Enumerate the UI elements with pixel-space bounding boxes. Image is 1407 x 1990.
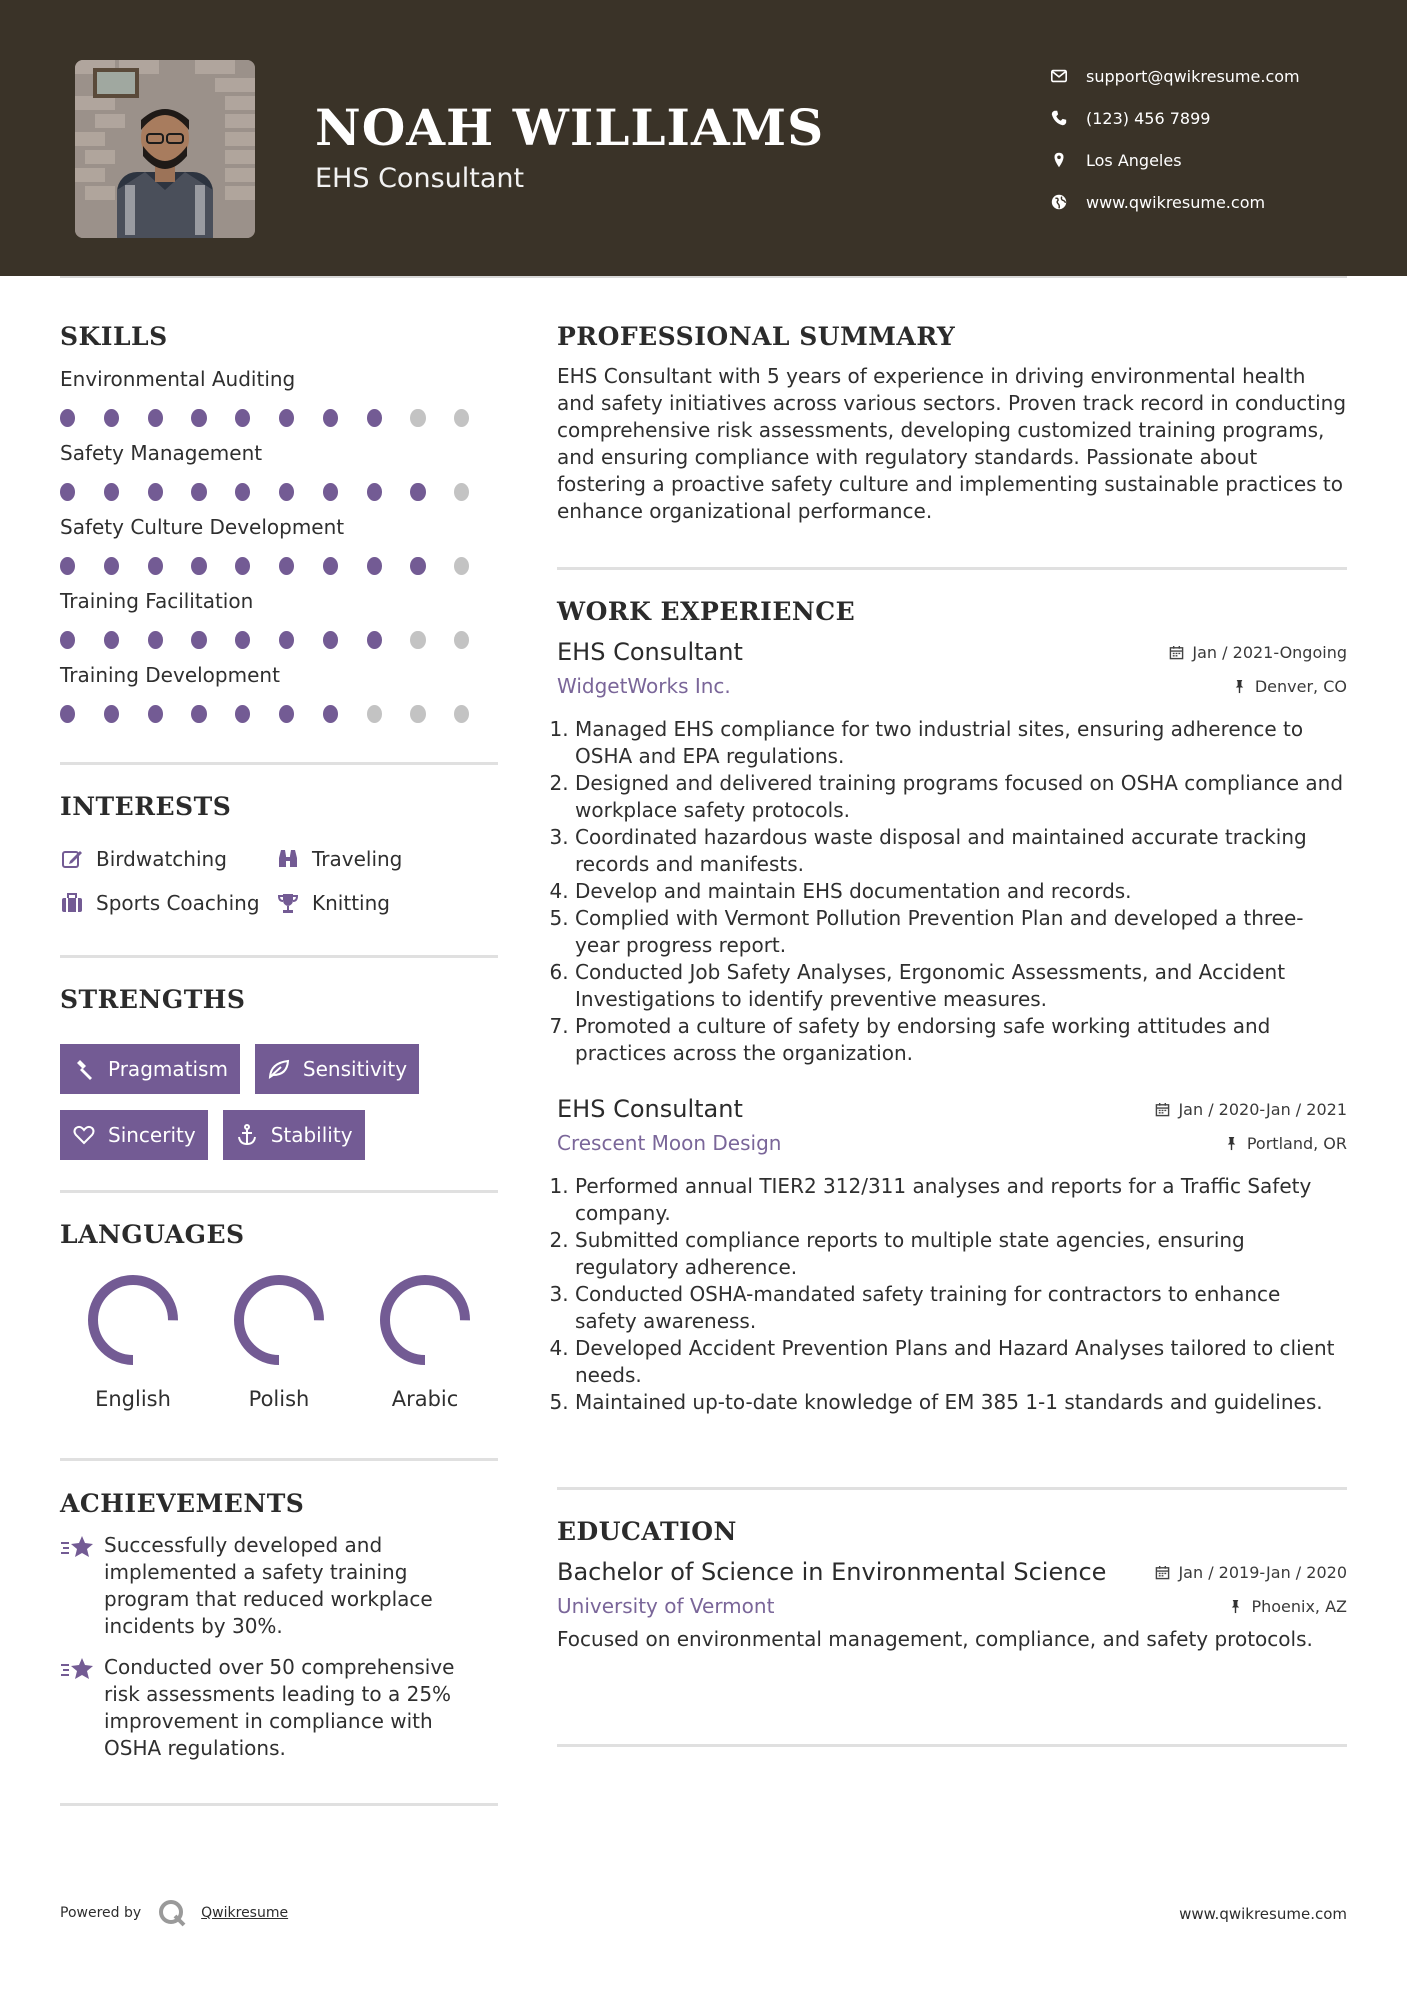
languages-list (60, 1273, 498, 1411)
job-subheader (557, 674, 1347, 698)
strength-label: Stability (270, 1123, 353, 1147)
skill-dot-filled (191, 483, 206, 501)
job-entry (557, 1095, 1347, 1416)
job-duties (557, 716, 1347, 1067)
strengths-section (60, 985, 498, 1160)
strength-tag (223, 1110, 365, 1160)
skill-dot-filled (279, 705, 294, 723)
skill-dot-filled (60, 631, 75, 649)
strength-label: Pragmatism (108, 1057, 228, 1081)
education-description: Focused on environmental management, compliance, and safety protocols. (557, 1627, 1313, 1651)
suitcase-icon (60, 891, 84, 915)
contact-website-text: www.qwikresume.com (1086, 192, 1266, 212)
pushpin-icon (1232, 679, 1247, 694)
resume-header (0, 0, 1407, 276)
degree-name: Bachelor of Science in Environmental Science (557, 1558, 1107, 1586)
section-title-summary: PROFESSIONAL SUMMARY (557, 322, 956, 351)
skill-item (60, 515, 498, 589)
skill-dot-filled (104, 483, 119, 501)
contact-email[interactable] (1050, 55, 1380, 97)
section-title-languages: LANGUAGES (60, 1220, 245, 1249)
skill-dot-empty (410, 705, 425, 723)
globe-icon (1050, 193, 1068, 211)
skill-dot-filled (367, 557, 382, 575)
interest-item (60, 889, 276, 917)
map-pin-icon (1050, 151, 1068, 169)
skill-dot-empty (454, 631, 469, 649)
skill-dot-filled (104, 705, 119, 723)
experience-divider (557, 1487, 1347, 1490)
language-level-arc (239, 1280, 319, 1360)
skill-dot-filled (367, 483, 382, 501)
skill-item (60, 441, 498, 515)
pushpin-icon (1224, 1136, 1239, 1151)
achievements-divider (60, 1803, 498, 1806)
contact-phone-text: (123) 456 7899 (1086, 108, 1211, 128)
job-title: EHS Consultant (557, 638, 743, 666)
skill-dot-filled (60, 409, 75, 427)
language-level-arc (385, 1280, 465, 1360)
education-subheader (557, 1594, 1347, 1618)
skill-dot-empty (410, 409, 425, 427)
languages-section (60, 1220, 498, 1411)
skill-dot-filled (279, 557, 294, 575)
skills-divider (60, 762, 498, 765)
skill-dot-filled (191, 409, 206, 427)
skill-dot-filled (323, 483, 338, 501)
language-item (60, 1273, 206, 1411)
duty-item: 6. Conducted Job Safety Analyses, Ergonomic Assessments, and Accident Investigations to identify preventive measures. (575, 959, 1347, 1013)
job-duties (557, 1173, 1347, 1416)
job-location-text: Portland, OR (1246, 1133, 1347, 1153)
education-section (557, 1517, 1347, 1653)
candidate-title: EHS Consultant (315, 163, 525, 194)
skill-name: Training Facilitation (60, 589, 254, 613)
skill-dot-filled (367, 631, 382, 649)
skill-dot-filled (148, 483, 163, 501)
skill-dot-empty (454, 705, 469, 723)
language-gauge (378, 1273, 472, 1367)
duty-item: 5. Maintained up-to-date knowledge of EM 385 1-1 standards and guidelines. (575, 1389, 1347, 1416)
contact-location (1050, 139, 1380, 181)
contact-phone[interactable] (1050, 97, 1380, 139)
skill-dot-filled (104, 557, 119, 575)
achievements-list (60, 1532, 498, 1762)
job-header (557, 638, 1347, 666)
duty-item: 3. Coordinated hazardous waste disposal and maintained accurate tracking records and manifests. (575, 824, 1347, 878)
interests-section (60, 792, 498, 917)
skill-item (60, 589, 498, 663)
section-title-skills: SKILLS (60, 322, 168, 351)
section-title-achievements: ACHIEVEMENTS (60, 1489, 305, 1518)
language-gauge (86, 1273, 180, 1367)
contact-location-text: Los Angeles (1086, 150, 1182, 170)
interest-label: Sports Coaching (96, 891, 260, 915)
skill-dot-filled (279, 483, 294, 501)
interests-divider (60, 955, 498, 958)
language-name: English (95, 1387, 171, 1411)
strengths-divider (60, 1190, 498, 1193)
skill-dot-filled (323, 409, 338, 427)
summary-section (557, 322, 1347, 525)
duty-item: 7. Promoted a culture of safety by endorsing safe working attitudes and practices across the organization. (575, 1013, 1347, 1067)
qwikresume-link[interactable]: Qwikresume (201, 1905, 289, 1921)
interest-label: Knitting (312, 891, 390, 915)
skill-dot-filled (235, 409, 250, 427)
skill-dot-filled (279, 631, 294, 649)
job-subheader (557, 1131, 1347, 1155)
leaf-icon (267, 1057, 291, 1081)
calendar-icon (1155, 1565, 1170, 1580)
job-location (1224, 1134, 1347, 1153)
job-dates (1155, 1100, 1347, 1119)
duty-item: 4. Develop and maintain EHS documentation and records. (575, 878, 1347, 905)
footer-powered-by (60, 1898, 288, 1928)
strength-label: Sincerity (108, 1123, 196, 1147)
header-divider (60, 276, 1347, 278)
interest-label: Traveling (312, 847, 403, 871)
skill-dot-filled (410, 483, 425, 501)
skill-dot-filled (104, 631, 119, 649)
interest-item (276, 889, 476, 917)
job-entry (557, 638, 1347, 1067)
gavel-icon (72, 1057, 96, 1081)
company-name: Crescent Moon Design (557, 1131, 782, 1155)
skill-dot-filled (191, 557, 206, 575)
duty-item: 3. Conducted OSHA-mandated safety training for contractors to enhance safety awareness. (575, 1281, 1347, 1335)
achievement-text: Conducted over 50 comprehensive risk assessments leading to a 25% improvement in compliance with OSHA regulations. (104, 1655, 455, 1760)
education-dates-text: Jan / 2019-Jan / 2020 (1178, 1562, 1347, 1582)
education-location-text: Phoenix, AZ (1251, 1596, 1347, 1616)
strength-tag (60, 1044, 240, 1094)
envelope-icon (1050, 67, 1068, 85)
strength-tag (255, 1044, 419, 1094)
skill-dot-filled (191, 631, 206, 649)
skill-dot-filled (323, 631, 338, 649)
language-gauge (232, 1273, 326, 1367)
strength-label: Sensitivity (302, 1057, 408, 1081)
summary-divider (557, 567, 1347, 570)
skill-dot-filled (235, 705, 250, 723)
star-icon (60, 1656, 94, 1682)
skill-rating (60, 691, 498, 737)
skill-dot-filled (60, 483, 75, 501)
language-name: Arabic (391, 1387, 459, 1411)
job-dates-text: Jan / 2020-Jan / 2021 (1178, 1099, 1347, 1119)
language-item (352, 1273, 498, 1411)
interests-list (60, 845, 498, 917)
skill-name: Environmental Auditing (60, 367, 296, 391)
strength-tag (60, 1110, 208, 1160)
binoculars-icon (276, 847, 300, 871)
candidate-name: NOAH WILLIAMS (315, 98, 825, 157)
duty-item: 4. Developed Accident Prevention Plans and Hazard Analyses tailored to client needs. (575, 1335, 1347, 1389)
footer-website[interactable]: www.qwikresume.com (1179, 1905, 1347, 1923)
language-item (206, 1273, 352, 1411)
company-name: WidgetWorks Inc. (557, 674, 731, 698)
trophy-icon (276, 891, 300, 915)
section-title-education: EDUCATION (557, 1517, 737, 1546)
duty-item: 1. Performed annual TIER2 312/311 analyses and reports for a Traffic Safety company. (575, 1173, 1347, 1227)
skill-dot-filled (235, 557, 250, 575)
skill-name: Safety Management (60, 441, 263, 465)
skill-dot-empty (454, 483, 469, 501)
skill-dot-empty (410, 631, 425, 649)
skill-rating (60, 617, 498, 663)
profile-photo (75, 60, 255, 238)
duty-item: 1. Managed EHS compliance for two industrial sites, ensuring adherence to OSHA and EPA regulations. (575, 716, 1347, 770)
duty-item: 2. Designed and delivered training programs focused on OSHA compliance and workplace safety protocols. (575, 770, 1347, 824)
skill-dot-empty (367, 705, 382, 723)
skill-item (60, 367, 498, 441)
language-name: Polish (248, 1387, 310, 1411)
job-location-text: Denver, CO (1254, 676, 1347, 696)
skill-dot-filled (323, 705, 338, 723)
skill-dot-filled (60, 557, 75, 575)
job-dates-text: Jan / 2021-Ongoing (1192, 642, 1347, 662)
education-header (557, 1558, 1347, 1586)
achievements-section (60, 1489, 498, 1762)
skill-dot-empty (454, 557, 469, 575)
section-title-experience: WORK EXPERIENCE (557, 597, 856, 626)
anchor-icon (235, 1123, 259, 1147)
qwikresume-logo-icon (157, 1898, 187, 1928)
summary-text: EHS Consultant with 5 years of experience in driving environmental health and safety initiatives across various sectors. Proven track record in conducting comprehensive risk assessments, developing customized training programs, and ensuring compliance with regulatory standards. Passionate about fostering a proactive safety culture and implementing sustainable practices to enhance organizational performance. (557, 364, 1347, 523)
interest-item (276, 845, 476, 873)
interest-label: Birdwatching (96, 847, 227, 871)
job-dates (1169, 643, 1347, 662)
interest-item (60, 845, 276, 873)
skill-dot-filled (235, 631, 250, 649)
phone-icon (1050, 109, 1068, 127)
skill-rating (60, 395, 498, 441)
achievement-text: Successfully developed and implemented a safety training program that reduced workplace incidents by 30%. (104, 1533, 433, 1638)
languages-divider (60, 1458, 498, 1461)
skill-dot-filled (410, 557, 425, 575)
edit-icon (60, 847, 84, 871)
job-header (557, 1095, 1347, 1123)
contact-website[interactable] (1050, 181, 1380, 223)
contact-list (1050, 55, 1380, 223)
skill-dot-filled (323, 557, 338, 575)
section-title-strengths: STRENGTHS (60, 985, 246, 1014)
language-level-arc (93, 1280, 173, 1360)
skill-item (60, 663, 498, 737)
skill-dot-filled (367, 409, 382, 427)
experience-section (557, 597, 1347, 1416)
skill-dot-filled (148, 631, 163, 649)
education-location (1228, 1597, 1347, 1616)
calendar-icon (1169, 645, 1184, 660)
job-location (1232, 677, 1347, 696)
powered-by-text: Powered by (60, 1905, 142, 1921)
education-divider (557, 1744, 1347, 1747)
skill-dot-filled (148, 557, 163, 575)
skill-dot-filled (148, 705, 163, 723)
job-title: EHS Consultant (557, 1095, 743, 1123)
school-name: University of Vermont (557, 1594, 775, 1618)
section-title-interests: INTERESTS (60, 792, 232, 821)
profile-photo-image (75, 60, 255, 238)
heart-icon (72, 1123, 96, 1147)
skill-name: Training Development (60, 663, 280, 687)
achievement-item (60, 1654, 498, 1762)
skill-dot-filled (104, 409, 119, 427)
skill-dot-filled (235, 483, 250, 501)
skill-dot-empty (454, 409, 469, 427)
skill-name: Safety Culture Development (60, 515, 345, 539)
star-icon (60, 1534, 94, 1560)
skills-list (60, 367, 498, 737)
skill-dot-filled (279, 409, 294, 427)
skills-section (60, 322, 498, 737)
education-dates (1155, 1563, 1347, 1582)
achievement-item (60, 1532, 498, 1640)
skill-rating (60, 469, 498, 515)
duty-item: 2. Submitted compliance reports to multiple state agencies, ensuring regulatory adherence. (575, 1227, 1347, 1281)
skill-rating (60, 543, 498, 589)
duty-item: 5. Complied with Vermont Pollution Prevention Plan and developed a three-year progress report. (575, 905, 1347, 959)
calendar-icon (1155, 1102, 1170, 1117)
strengths-list (60, 1044, 500, 1160)
pushpin-icon (1228, 1599, 1243, 1614)
skill-dot-filled (148, 409, 163, 427)
contact-email-text: support@qwikresume.com (1086, 66, 1300, 86)
skill-dot-filled (191, 705, 206, 723)
skill-dot-filled (60, 705, 75, 723)
education-entry (557, 1558, 1347, 1653)
